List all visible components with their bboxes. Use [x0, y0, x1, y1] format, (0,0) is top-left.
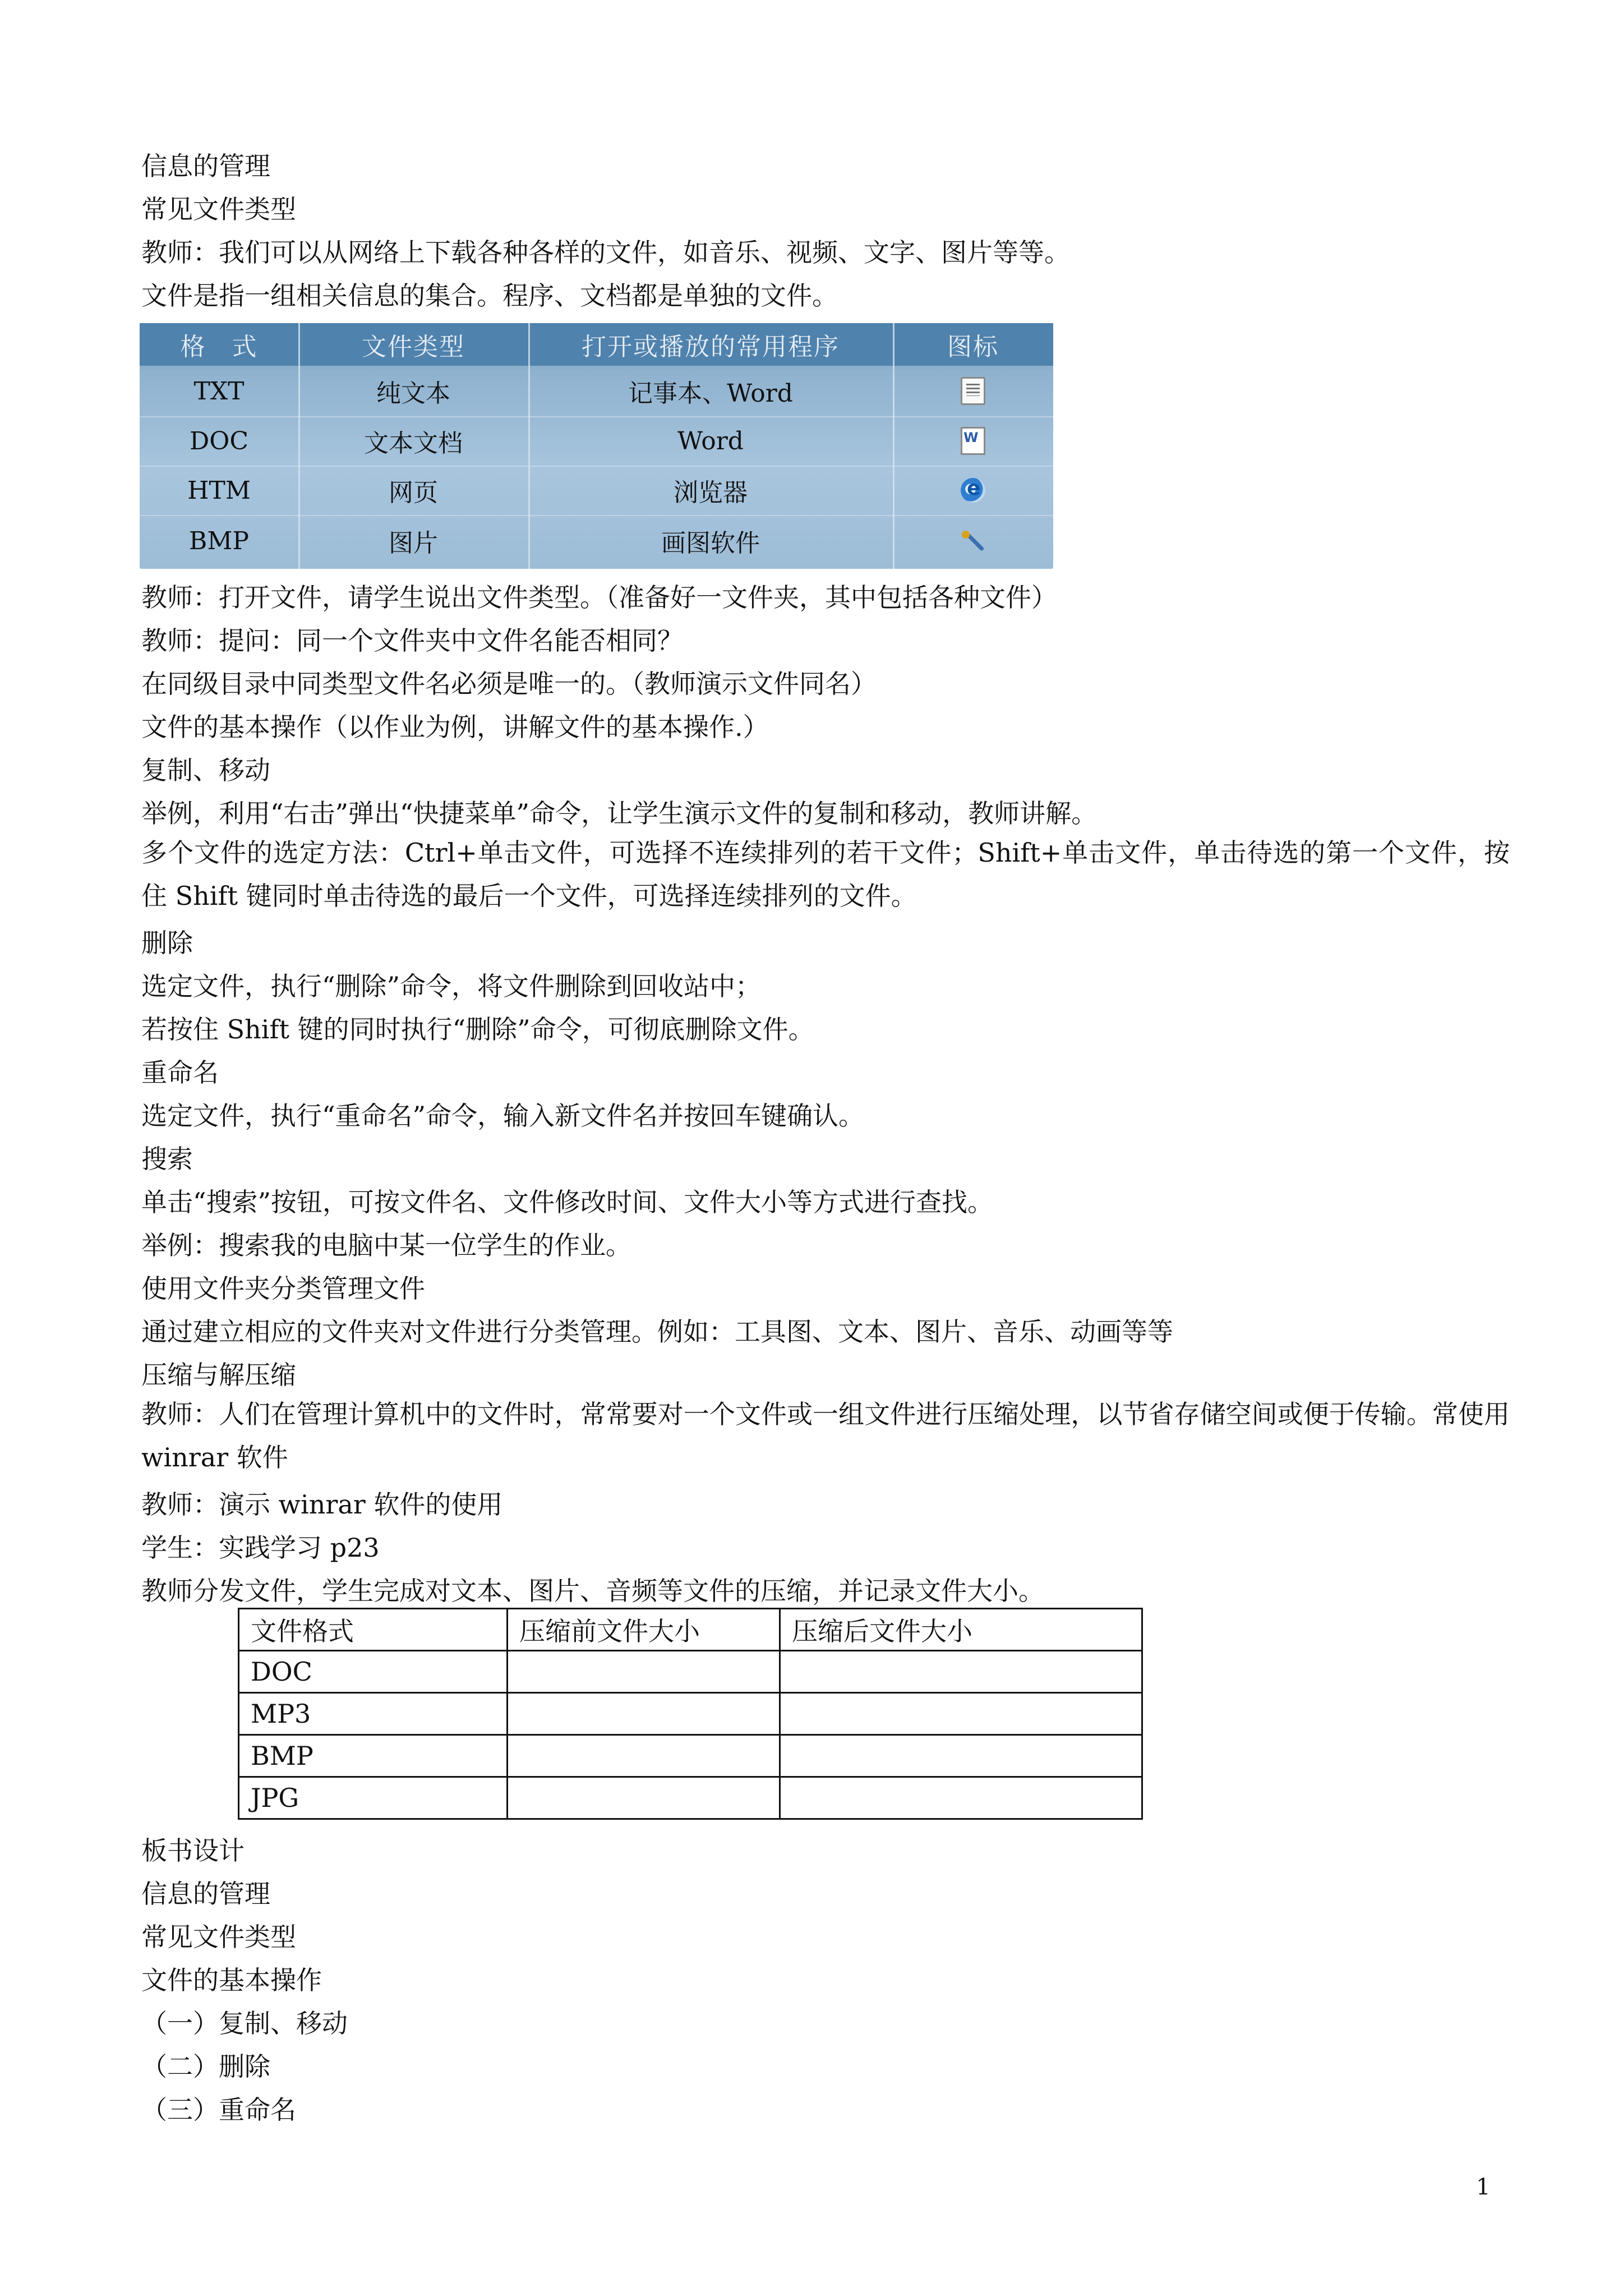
section-heading: 文件的基本操作（以作业为例，讲解文件的基本操作.） — [141, 712, 769, 742]
table-row — [140, 366, 1053, 416]
subsection-heading: 搜索 — [141, 1144, 193, 1174]
format-cell: DOC — [189, 426, 248, 455]
paragraph: 教师：我们可以从网络上下载各种各样的文件，如音乐、视频、文字、图片等等。 — [141, 237, 1070, 268]
table-row — [140, 515, 1053, 567]
format-cell: BMP — [189, 526, 249, 555]
board-line: 信息的管理 — [141, 1879, 270, 1909]
table-header-row — [140, 323, 1053, 366]
header-cell: 文件格式 — [239, 1609, 508, 1651]
format-cell: TXT — [193, 376, 245, 406]
program-cell: 记事本、Word — [628, 379, 793, 408]
paragraph: 教师：人们在管理计算机中的文件时，常常要对一个文件或一组文件进行压缩处理，以节省存储空间或便于传输。常使用 winrar 软件 — [141, 1399, 1510, 1473]
format-cell: HTM — [187, 476, 251, 505]
type-cell: 网页 — [389, 478, 438, 507]
divider — [298, 323, 300, 569]
table-row — [239, 1735, 1142, 1777]
paragraph: 选定文件，执行“重命名”命令，输入新文件名并按回车键确认。 — [141, 1101, 865, 1131]
board-line: 常见文件类型 — [141, 1922, 296, 1952]
table-row — [239, 1693, 1142, 1735]
program-cell: 画图软件 — [661, 529, 760, 558]
size-after-cell — [780, 1693, 1142, 1735]
board-line: （一）复制、移动 — [141, 2008, 348, 2039]
header-cell: 图标 — [947, 333, 999, 361]
table-row — [140, 466, 1053, 515]
section-heading: 常见文件类型 — [141, 194, 296, 224]
subsection-heading: 复制、移动 — [141, 755, 270, 785]
doc-title: 信息的管理 — [141, 151, 270, 181]
size-after-cell — [780, 1651, 1142, 1693]
header-cell: 格 式 — [180, 333, 258, 361]
paragraph: 单击“搜索”按钮，可按文件名、文件修改时间、文件大小等方式进行查找。 — [141, 1187, 994, 1217]
size-before-cell — [508, 1693, 780, 1735]
table-header-row — [239, 1609, 1142, 1651]
table-row — [239, 1651, 1142, 1693]
program-cell: 浏览器 — [674, 478, 748, 507]
header-cell: 打开或播放的常用程序 — [582, 333, 840, 361]
format-cell: JPG — [239, 1777, 508, 1819]
format-cell: MP3 — [239, 1693, 508, 1735]
format-cell: DOC — [239, 1651, 508, 1693]
subsection-heading: 删除 — [141, 928, 193, 958]
browser-icon — [961, 478, 985, 503]
compression-table — [238, 1608, 1143, 1820]
divider — [140, 515, 1053, 516]
section-heading: 板书设计 — [141, 1835, 245, 1866]
divider — [140, 466, 1053, 467]
paint-icon — [961, 528, 985, 553]
subsection-heading: 压缩与解压缩 — [141, 1360, 296, 1390]
table-row — [140, 416, 1053, 466]
page-number: 1 — [1476, 2174, 1491, 2200]
board-line: （二）删除 — [141, 2051, 270, 2082]
type-cell: 纯文本 — [376, 379, 450, 408]
header-cell: 压缩后文件大小 — [780, 1609, 1142, 1651]
paragraph: 教师：打开文件，请学生说出文件类型。（准备好一文件夹，其中包括各种文件） — [141, 582, 1057, 613]
size-before-cell — [508, 1777, 780, 1819]
paragraph: 举例：搜索我的电脑中某一位学生的作业。 — [141, 1230, 631, 1260]
format-cell: BMP — [239, 1735, 508, 1777]
word-icon — [961, 427, 985, 455]
paragraph: 选定文件，执行“删除”命令，将文件删除到回收站中； — [141, 971, 762, 1001]
paragraph: 教师分发文件，学生完成对文本、图片、音频等文件的压缩，并记录文件大小。 — [141, 1576, 1044, 1606]
type-cell: 文本文档 — [364, 429, 463, 458]
size-before-cell — [508, 1735, 780, 1777]
table-row — [239, 1777, 1142, 1819]
header-cell: 压缩前文件大小 — [508, 1609, 780, 1651]
paragraph: 若按住 Shift 键的同时执行“删除”命令，可彻底删除文件。 — [141, 1014, 814, 1045]
size-after-cell — [780, 1777, 1142, 1819]
size-after-cell — [780, 1735, 1142, 1777]
type-cell: 图片 — [389, 529, 438, 558]
subsection-heading: 使用文件夹分类管理文件 — [141, 1273, 425, 1304]
paragraph: 举例，利用“右击”弹出“快捷菜单”命令，让学生演示文件的复制和移动，教师讲解。 — [141, 798, 1098, 829]
board-line: 文件的基本操作 — [141, 1965, 322, 1995]
divider — [893, 323, 895, 569]
file-types-table — [140, 323, 1053, 569]
board-line: （三）重命名 — [141, 2095, 296, 2125]
size-before-cell — [508, 1651, 780, 1693]
program-cell: Word — [677, 426, 744, 455]
paragraph: 多个文件的选定方法：Ctrl+单击文件，可选择不连续排列的若干文件；Shift+单击文件，单击待选的第一个文件，按住 Shift 键同时单击待选的最后一个文件，可选择连续排列的文件。 — [141, 838, 1510, 911]
paragraph: 学生：实践学习 p23 — [141, 1533, 380, 1563]
paragraph: 通过建立相应的文件夹对文件进行分类管理。例如：工具图、文本、图片、音乐、动画等等 — [141, 1317, 1173, 1347]
notepad-icon — [961, 377, 985, 405]
divider — [140, 416, 1053, 417]
subsection-heading: 重命名 — [141, 1057, 219, 1088]
paragraph: 文件是指一组相关信息的集合。程序、文档都是单独的文件。 — [141, 280, 838, 311]
paragraph: 教师：提问：同一个文件夹中文件名能否相同？ — [141, 625, 683, 656]
header-cell: 文件类型 — [362, 333, 465, 361]
divider — [528, 323, 530, 569]
paragraph: 在同级目录中同类型文件名必须是唯一的。（教师演示文件同名） — [141, 669, 877, 699]
paragraph: 教师：演示 winrar 软件的使用 — [141, 1489, 503, 1520]
